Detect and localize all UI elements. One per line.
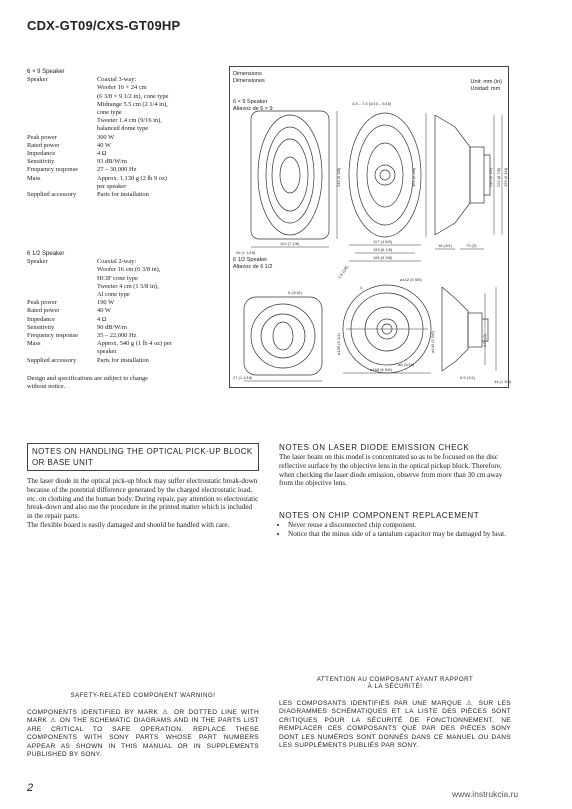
design-note: Design and specifications are subject to change without notice. <box>27 374 149 391</box>
dim-label-c: 244 (9 5/8) <box>336 167 341 187</box>
spec612-key: Peak power <box>27 299 57 307</box>
chip-item-1: • Never reuse a disconnected chip component. <box>288 521 511 530</box>
spec612-key: Sensitivity <box>27 323 55 331</box>
dim-label-h: 166 (6 5/8) <box>373 255 393 260</box>
spec69-key: Sensitivity <box>27 158 55 166</box>
spec612-value: 40 W <box>97 307 111 315</box>
spec69-value: Woofer 16 × 24 cm <box>97 84 147 92</box>
spec69-row <box>27 158 207 166</box>
optical-notes-p2: The flexible board is easily damaged and should be handled with care. <box>27 520 230 529</box>
warning-fr-heading-2: À LA SÉCURITÉ! <box>367 683 423 690</box>
dim-label-v: 44 (1 3/4) <box>494 379 512 384</box>
spec69-value: Coaxial 3-way: <box>97 76 137 84</box>
spec612-value: 90 dB/W/m <box>97 323 127 331</box>
specs-612-table <box>27 258 207 365</box>
warning-fr-body: LES COMPOSANTS IDENTIFIÉS PAR UNE MARQUE ⚠ SUR LES DIAGRAMMES SCHÉMATIQUES ET LA LISTE DES PIÈCES SONT CRITIQUES POUR LA SÉCURITÉ DE FONCTIONNEMENT. NE REMPLACER CES COMPOSANTS QUE PAR DES PIÈCES SONY DONT LES NUMÉROS SONT DONNÉS DANS CE MANUEL OU DANS LES SUPPLÉMENTS PUBLIÉS PAR SONY. <box>279 700 511 750</box>
specs-6x9-heading: 6 × 9 Speaker <box>27 69 65 75</box>
spec69-row <box>27 191 207 199</box>
spec612-value: Approx. 540 g (1 lb 4 oz) per <box>97 340 172 348</box>
spec69-row <box>27 125 207 133</box>
spec69-value: Midrange 5.5 cm (2 1/4 in), <box>97 100 168 108</box>
spec612-value: Al cone type <box>97 291 130 299</box>
spec69-key <box>27 125 97 133</box>
spec612-key <box>27 348 97 356</box>
dimensions-box <box>229 66 512 388</box>
spec612-value: 190 W <box>97 299 115 307</box>
dim-label-p: ø156 (6 1/4) <box>336 333 341 355</box>
spec612-key: Mass <box>27 340 41 348</box>
spec612-key: Rated power <box>27 307 60 315</box>
model-title: CDX-GT09/CXS-GT09HP <box>27 18 181 33</box>
dim-label-a: 4.8 – 7.5 (3/16 – 5/16) <box>352 101 392 106</box>
spec612-value: Woofer 16 cm (6 3/8 in), <box>97 266 161 274</box>
dim-label-e: 26 (1 1/16) <box>236 250 256 255</box>
spec69-key: Peak power <box>27 133 57 141</box>
spec612-row <box>27 258 207 266</box>
spec612-value: Tweeter 4 cm (1 5/8 in), <box>97 282 159 290</box>
spec612-row <box>27 307 207 315</box>
spec69-value: Approx. 1,130 g (2 lb 9 oz) <box>97 174 167 182</box>
spec69-value: 40 W <box>97 141 111 149</box>
specs-6x9-table <box>27 76 207 199</box>
dim-label-b: 166 (6 5/8) <box>411 167 416 187</box>
spec69-value: balanced dome type <box>97 125 149 133</box>
spec612-value: speaker <box>97 348 117 356</box>
spec612-value: 35 – 22,000 Hz <box>97 332 137 340</box>
spec612-key <box>27 283 97 291</box>
dimensions-subtitle: Dimensiones <box>233 78 265 84</box>
laser-body: The laser beam on this model is concentrated so as to be focused on the disc reflective surface by the objective lens in the optical pickup block. Therefore, when checking the laser diode emission, observe from more than 30 cm away from the objective lens. <box>279 453 503 488</box>
spec69-row <box>27 150 207 158</box>
spec612-row <box>27 357 207 365</box>
spec612-row <box>27 316 207 324</box>
dim-label-s: ø5 (3/16) <box>398 362 415 367</box>
dimension-drawings <box>230 67 512 387</box>
spec612-row <box>27 299 207 307</box>
dim-label-w: 6.5 (1/4) <box>460 375 475 380</box>
warning-en-heading: SAFETY-RELATED COMPONENT WARNING! <box>70 692 216 699</box>
spec69-row <box>27 175 207 183</box>
dim-label-g: 153 (6 1/8) <box>373 247 393 252</box>
spec69-value: Parts for installation <box>97 191 149 199</box>
dim-label-y: 2.5 (1/8) <box>336 264 350 280</box>
spec612-row <box>27 291 207 299</box>
dim-label-l: 222 (8 7/8) <box>496 167 501 187</box>
watermark: www.instrukcia.ru <box>452 789 519 799</box>
spec612-key <box>27 291 97 299</box>
dim-label-r: 27 (1 1/16) <box>233 375 253 380</box>
spec612-key: Speaker <box>27 258 48 266</box>
unit-label-es: Unidad: mm <box>470 86 501 92</box>
spec612-row <box>27 324 207 332</box>
dim-label-k: 240 (9 1/2) <box>488 167 493 187</box>
spec69-row <box>27 142 207 150</box>
spec69-row <box>27 166 207 174</box>
spec612-value: Parts for installation <box>97 356 149 364</box>
spec69-row <box>27 117 207 125</box>
dim-label-u: ø73 (3) <box>482 334 487 347</box>
chip-item-2: • Notice that the minus side of a tantalum capacitor may be damaged by heat. <box>288 530 511 539</box>
spec69-key <box>27 117 97 125</box>
spec69-key: Rated power <box>27 141 60 149</box>
speaker-69-label: 6 × 9 Speaker <box>233 99 268 105</box>
spec69-value: Tweeter 1.4 cm (9/16 in), <box>97 117 162 125</box>
spec612-key: Frequency response <box>27 332 78 340</box>
spec69-row <box>27 93 207 101</box>
optical-notes-p1: The laser diode in the optical pick-up block may suffer electrostatic break-down because of the potential difference generated by the charged electrostatic load, etc. on clothing and the human body. During repair, pay attention to electrostatic break-down and also use the procedure in the printed matter which is included in the repair parts. <box>27 477 259 521</box>
chip-list <box>279 521 511 539</box>
speaker-612-label-es: Altavoz de 6 1/2 <box>233 264 273 270</box>
spec612-row <box>27 266 207 274</box>
dim-label-f: 117 (4 5/8) <box>373 239 393 244</box>
optical-notes-title: NOTES ON HANDLING THE OPTICAL PICK-UP BLOCK OR BASE UNIT <box>27 443 259 471</box>
spec69-key: Speaker <box>27 76 48 84</box>
spec612-key <box>27 275 97 283</box>
dim-label-n: 5 (3/16) <box>288 290 302 295</box>
optical-notes-body <box>27 477 259 530</box>
spec612-row <box>27 283 207 291</box>
spec69-row <box>27 84 207 92</box>
spec612-value: 4 Ω <box>97 315 107 323</box>
spec69-row <box>27 109 207 117</box>
spec69-key <box>27 93 97 101</box>
dim-label-t: ø140 (5 5/8) <box>430 331 435 353</box>
warning-fr-heading-1: ATTENTION AU COMPOSANT AYANT RAPPORT <box>316 676 474 683</box>
spec69-key <box>27 101 97 109</box>
dim-label-o: ø142 (5 5/8) <box>400 277 422 282</box>
dim-label-d: 104 (7 1/8) <box>280 241 300 246</box>
warning-en-body: COMPONENTS IDENTIFIED BY MARK ⚠ OR DOTTED LINE WITH MARK ⚠ ON THE SCHEMATIC DIAGRAMS AND IN THE PARTS LIST ARE CRITICAL TO SAFE OPERATION. REPLACE THESE COMPONENTS WITH SONY PARTS WHOSE PART NUMBERS APPEAR AS SHOWN IN THIS MANUAL OR IN SUPPLEMENTS PUBLISHED BY SONY. <box>27 709 259 759</box>
spec612-value: HCIF cone type <box>97 274 138 282</box>
spec69-key <box>27 84 97 92</box>
spec612-row <box>27 340 207 348</box>
laser-heading: NOTES ON LASER DIODE EMISSION CHECK <box>279 443 470 452</box>
spec69-value: 300 W <box>97 133 115 141</box>
specs-612 <box>27 250 207 391</box>
dim-label-m: 159 (6 1/4) <box>503 167 508 187</box>
oval-speaker-front <box>258 115 322 235</box>
spec69-row <box>27 76 207 84</box>
spec69-key: Supplied accessory <box>27 191 77 199</box>
dim-label-x: 4 <box>360 285 363 290</box>
spec69-key <box>27 109 97 117</box>
spec69-value: per speaker <box>97 182 127 190</box>
spec612-row <box>27 332 207 340</box>
spec612-value: Coaxial 2-way: <box>97 258 137 266</box>
speaker-612-label: 6 1/2 Speaker <box>233 257 268 263</box>
spec69-value: 4 Ω <box>97 150 107 158</box>
spec69-key: Mass <box>27 174 41 182</box>
unit-label: Unit: mm (in) <box>470 79 502 85</box>
spec612-row <box>27 275 207 283</box>
spec69-row <box>27 134 207 142</box>
spec69-value: 27 – 30,000 Hz <box>97 166 137 174</box>
spec612-row <box>27 348 207 356</box>
speaker-69-label-es: Altavoz de 6 × 9 <box>233 106 273 112</box>
dim-label-j: 73 (3) <box>466 243 477 248</box>
spec69-row <box>27 183 207 191</box>
spec69-key: Impedance <box>27 150 56 158</box>
dimensions-title: Dimensions <box>233 71 262 77</box>
dim-label-i: 18 (3/4) <box>438 243 452 248</box>
page-number: 2 <box>27 782 34 794</box>
spec612-key: Impedance <box>27 315 56 323</box>
dim-label-q: ø168 (6 5/8) <box>370 367 392 372</box>
spec69-key <box>27 183 97 191</box>
spec69-value: 93 dB/W/m <box>97 158 127 166</box>
spec612-key <box>27 266 97 274</box>
specs-612-heading: 6 1/2 Speaker <box>27 251 65 257</box>
spec69-value: cone type <box>97 109 122 117</box>
chip-heading: NOTES ON CHIP COMPONENT REPLACEMENT <box>279 511 480 520</box>
spec69-row <box>27 101 207 109</box>
spec612-key: Supplied accessory <box>27 356 77 364</box>
warning-fr-heading <box>279 676 511 690</box>
spec69-key: Frequency response <box>27 166 78 174</box>
specs-6x9 <box>27 68 207 199</box>
spec69-value: (6 3/8 × 9 1/2 in), cone type <box>97 92 169 100</box>
